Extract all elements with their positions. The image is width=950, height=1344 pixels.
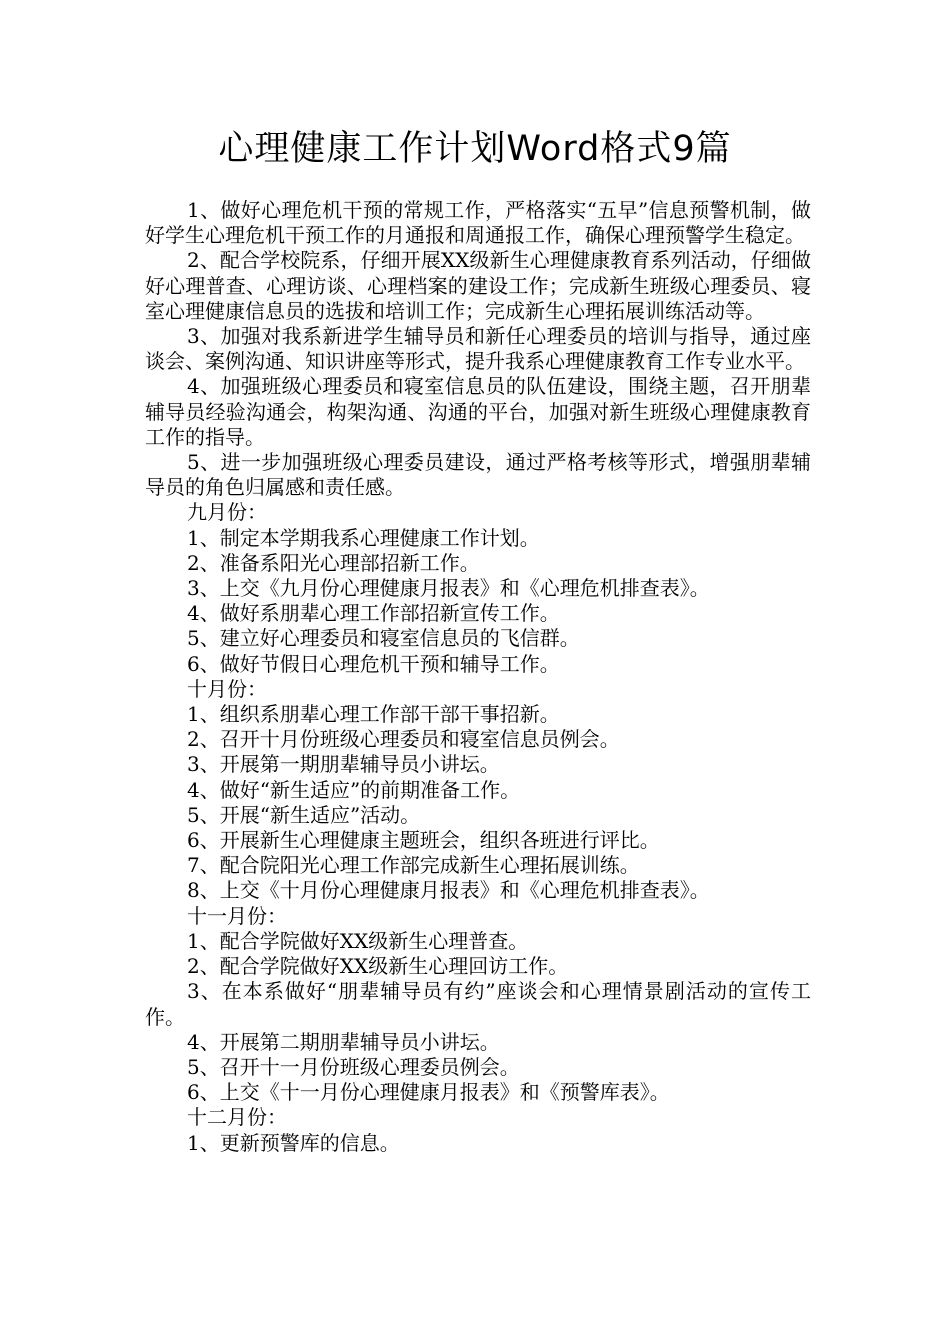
paragraph: 5、进一步加强班级心理委员建设，通过严格考核等形式，增强朋辈辅导员的角色归属感和责任感。: [145, 450, 811, 500]
section-heading-december: 十二月份：: [187, 1105, 287, 1130]
list-item: 3、开展第一期朋辈辅导员小讲坛。: [187, 752, 500, 777]
list-item: 1、组织系朋辈心理工作部干部干事招新。: [187, 702, 560, 727]
section-heading-november: 十一月份：: [187, 903, 287, 928]
list-item: 5、开展“新生适应”活动。: [187, 802, 421, 827]
list-item: 7、配合院阳光心理工作部完成新生心理拓展训练。: [187, 853, 640, 878]
list-item: 6、做好节假日心理危机干预和辅导工作。: [187, 651, 560, 676]
paragraph: 4、加强班级心理委员和寝室信息员的队伍建设，围绕主题，召开朋辈辅导员经验沟通会，构架沟通、沟通的平台，加强对新生班级心理健康教育工作的指导。: [145, 374, 811, 449]
paragraph: 1、做好心理危机干预的常规工作，严格落实“五早”信息预警机制，做好学生心理危机干预工作的月通报和周通报工作，确保心理预警学生稳定。: [145, 198, 811, 248]
paragraph: 3、加强对我系新进学生辅导员和新任心理委员的培训与指导，通过座谈会、案例沟通、知识讲座等形式，提升我系心理健康教育工作专业水平。: [145, 324, 811, 374]
list-item: 6、开展新生心理健康主题班会，组织各班进行评比。: [187, 828, 660, 853]
list-item: 2、配合学院做好XX级新生心理回访工作。: [187, 954, 569, 979]
list-item: 8、上交《十月份心理健康月报表》和《心理危机排查表》。: [187, 878, 710, 903]
document-title: 心理健康工作计划Word格式9篇: [218, 129, 732, 169]
list-item: 1、配合学院做好XX级新生心理普查。: [187, 928, 529, 953]
list-item: 1、更新预警库的信息。: [187, 1130, 400, 1155]
section-heading-october: 十月份：: [187, 676, 267, 701]
list-item: 4、做好系朋辈心理工作部招新宣传工作。: [187, 601, 560, 626]
list-item: 4、做好“新生适应”的前期准备工作。: [187, 777, 521, 802]
list-item: 5、建立好心理委员和寝室信息员的飞信群。: [187, 626, 580, 651]
list-item: 6、上交《十一月份心理健康月报表》和《预警库表》。: [187, 1080, 670, 1105]
list-item: 3、上交《九月份心理健康月报表》和《心理危机排查表》。: [187, 576, 710, 601]
list-item: 1、制定本学期我系心理健康工作计划。: [187, 525, 540, 550]
list-item: 3、在本系做好“朋辈辅导员有约”座谈会和心理情景剧活动的宣传工作。: [145, 979, 811, 1029]
list-item: 5、召开十一月份班级心理委员例会。: [187, 1054, 520, 1079]
list-item: 4、开展第二期朋辈辅导员小讲坛。: [187, 1029, 500, 1054]
paragraph: 2、配合学校院系，仔细开展XX级新生心理健康教育系列活动，仔细做好心理普查、心理访谈、心理档案的建设工作；完成新生班级心理委员、寝室心理健康信息员的选拔和培训工作；完成新生心理拓展训练活动等。: [145, 248, 811, 323]
section-heading-september: 九月份：: [187, 500, 267, 525]
list-item: 2、召开十月份班级心理委员和寝室信息员例会。: [187, 727, 620, 752]
list-item: 2、准备系阳光心理部招新工作。: [187, 550, 480, 575]
document-body: [145, 198, 811, 1156]
